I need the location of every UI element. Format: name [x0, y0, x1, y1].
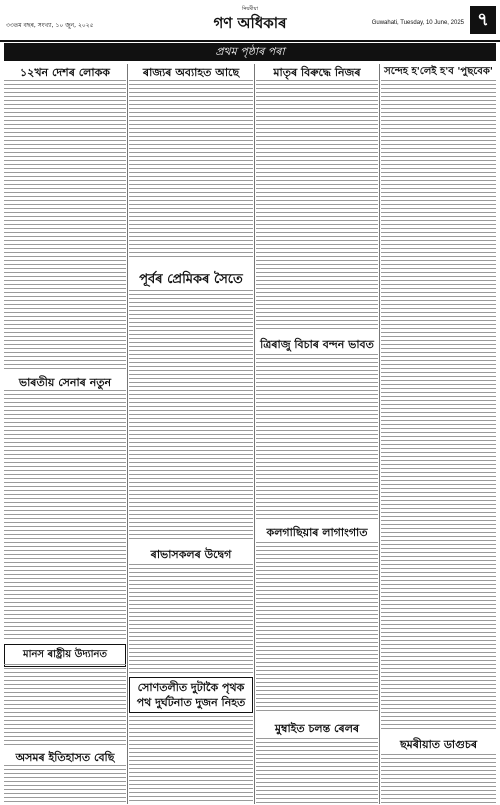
- section-banner: প্ৰথম পৃষ্ঠাৰ পৰা: [4, 43, 496, 61]
- headline: কলগাছিয়াৰ লাগাংগাত: [266, 526, 368, 539]
- article-body: [4, 664, 126, 746]
- headline: মাতৃৰ বিৰুদ্ধে নিজৰ: [273, 66, 361, 79]
- article-body: [256, 542, 378, 714]
- header-date-left: ৩৩তম বছৰ, সংখ্যা, ১০ জুন, ২০২৫: [6, 22, 94, 29]
- article-body: [256, 738, 378, 803]
- column-3: [256, 64, 378, 804]
- headline: ৰাভাসকলৰ উদ্বেগ: [150, 548, 232, 561]
- headline: ত্ৰিৰাজু বিচাৰ বন্দন ভাবত: [260, 338, 374, 351]
- headline: ভাৰতীয় সেনাৰ নতুন: [18, 376, 112, 389]
- article-body: [4, 765, 126, 803]
- column-rule: [379, 64, 380, 804]
- column-1: [4, 64, 126, 804]
- headline: পূৰ্বৰ প্ৰেমিকৰ সৈতে: [139, 272, 243, 287]
- article-body: [381, 80, 496, 730]
- headline: অসমৰ ইতিহাসত বেছি: [15, 751, 115, 764]
- article-body: [129, 564, 253, 674]
- masthead-name: গণ অধিকাৰ: [213, 14, 287, 32]
- headline: ৰাজ্যৰ অব্যাহত আছে: [142, 66, 240, 79]
- headline: ছমৰীয়াত ডাগুচৰ: [399, 738, 478, 751]
- article-body: [256, 80, 378, 330]
- page-header: [0, 0, 500, 42]
- headline: সোণতলীত দুটাকৈ পৃথক পথ দুৰ্ঘটনাত দুজন নিহত: [129, 677, 253, 713]
- header-date-right: Guwahati, Tuesday, 10 June, 2025: [371, 20, 464, 26]
- article-body: [129, 716, 253, 803]
- article-body: [4, 80, 126, 370]
- article-body: [129, 290, 253, 540]
- column-4: [381, 64, 496, 804]
- headline: মানস ৰাষ্ট্ৰীয় উদ্যানত: [4, 644, 126, 667]
- article-body: [256, 354, 378, 519]
- article-body: [4, 390, 126, 640]
- column-2: [129, 64, 253, 804]
- article-body: [129, 80, 253, 260]
- column-rule: [127, 64, 128, 804]
- headline: সন্দেহ হ'লেই হ'ব 'পুছবেক': [384, 66, 493, 77]
- column-rule: [254, 64, 255, 804]
- page-number: ৭: [470, 6, 496, 34]
- masthead-kicker: নিয়মীয়া: [242, 6, 258, 12]
- headline: ১২খন দেশৰ লোকক: [20, 66, 110, 79]
- article-body: [381, 754, 496, 803]
- masthead: [200, 6, 300, 34]
- headline: মুম্বাইত চলন্ত ৰেলৰ: [274, 722, 360, 735]
